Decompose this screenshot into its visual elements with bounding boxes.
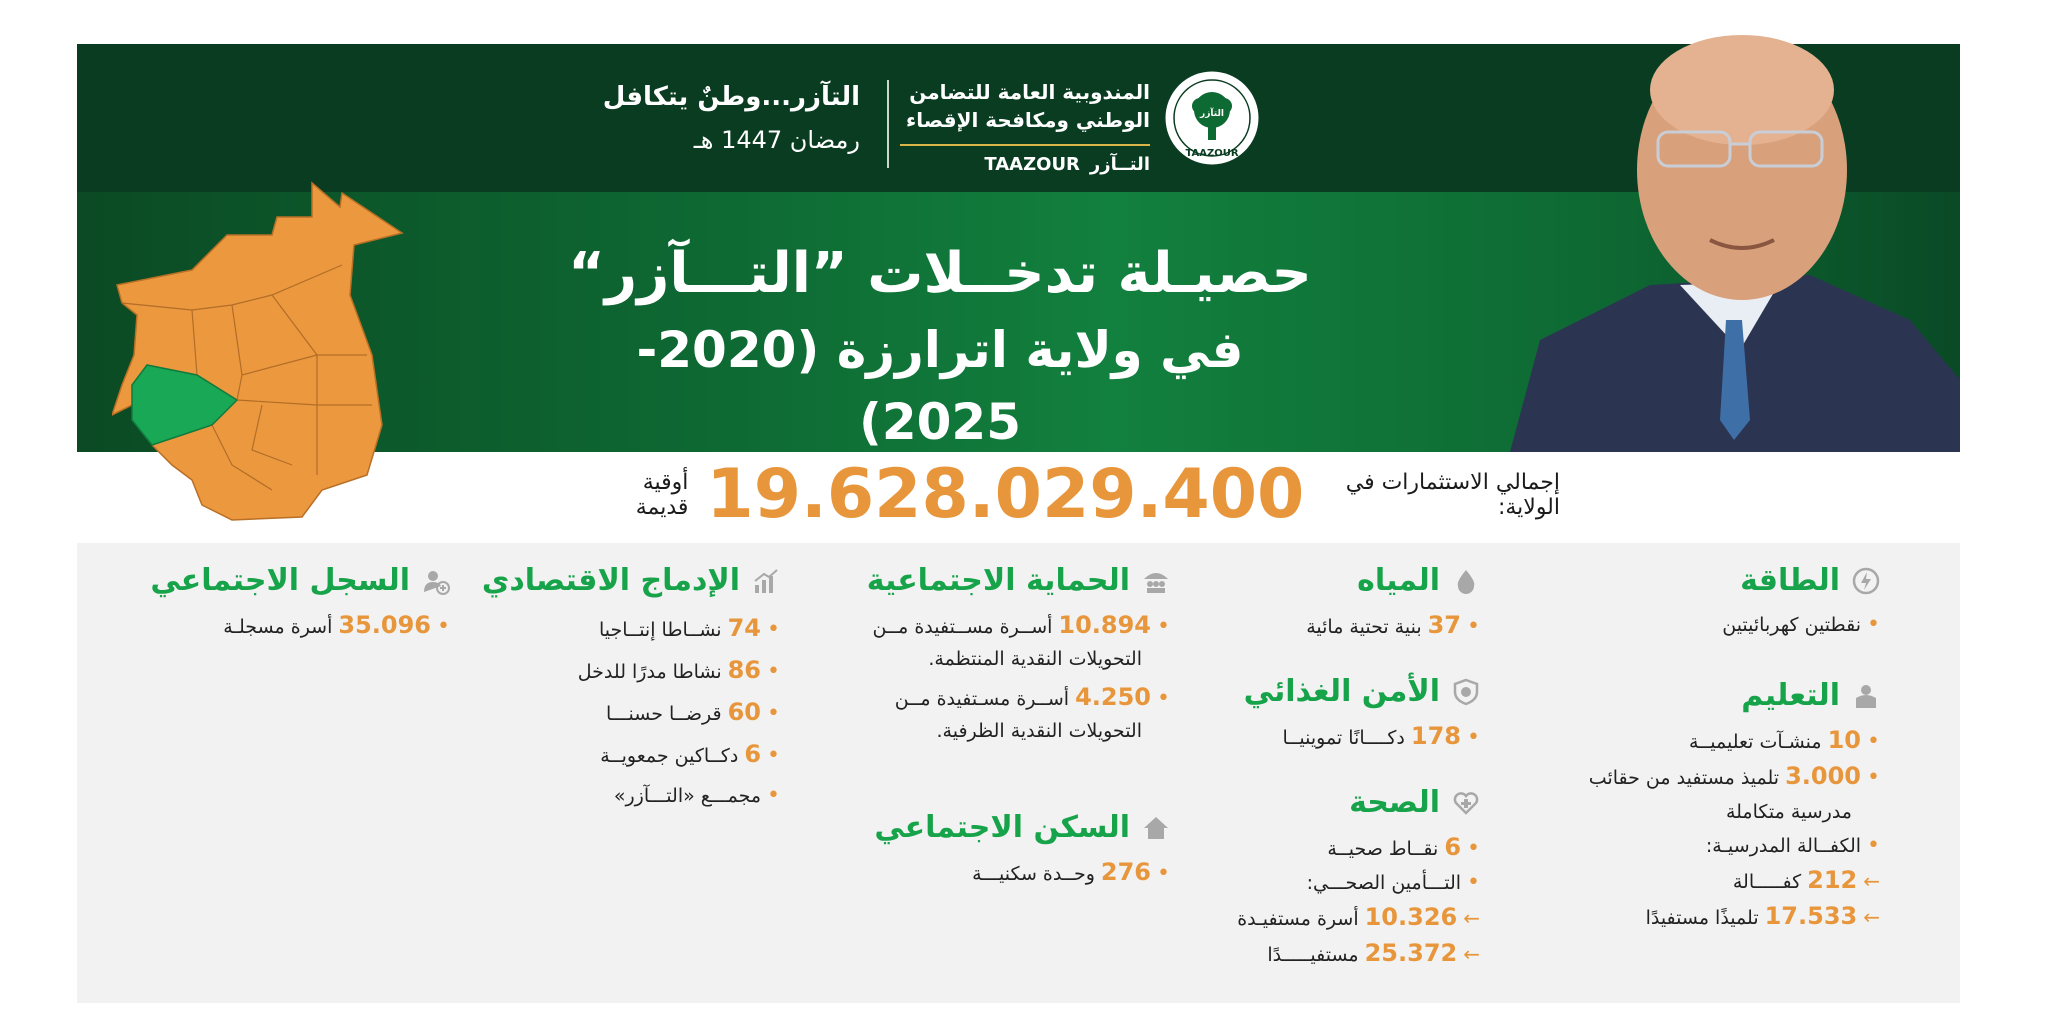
logo-text-ar: التآزر [1200, 109, 1224, 119]
section-energy [1530, 563, 1880, 642]
section-title: الصحة [1349, 785, 1440, 820]
total-currency: أوقية قديمة [635, 470, 689, 520]
org-name-ar: التــآزر [1089, 154, 1150, 175]
list-item: • 60 قرضــا حسنـــا [480, 692, 780, 734]
list-item: • 86 نشاطا مدرًا للدخل [480, 650, 780, 692]
main-title [560, 238, 1320, 458]
item-text: نشــاطا إنتــاجيا [599, 619, 722, 641]
date-text: رمضان 1447 هـ [693, 126, 860, 154]
arrow-icon: ← [1463, 906, 1480, 930]
section-education [1530, 678, 1880, 935]
total-investment [600, 455, 1560, 534]
section-title: السكن الاجتماعي [874, 810, 1130, 845]
item-text: دكــــانًا تموينيــا [1282, 727, 1405, 749]
column-registry [150, 563, 450, 664]
social-protection-icon [1142, 567, 1170, 595]
section-economic-inclusion [480, 563, 780, 816]
section-food-security [1190, 674, 1480, 755]
section-title: الحماية الاجتماعية [866, 563, 1130, 598]
section-social-protection [800, 563, 1170, 746]
section-header [1530, 563, 1880, 598]
item-text: منشـآت تعليميــة [1688, 731, 1822, 753]
total-label: إجمالي الاستثمارات في الولاية: [1345, 470, 1560, 520]
item-number: 276 [1100, 858, 1152, 886]
list-item: • التـــأمين الصحـــي: [1190, 866, 1480, 900]
section-title: الطاقة [1740, 563, 1840, 598]
item-text: مستفيـــــدًا [1267, 944, 1359, 966]
org-name-line2: الوطني ومكافحة الإقصاء [906, 108, 1150, 132]
list-item: • 37 بنية تحتية مائية [1190, 608, 1480, 644]
item-text: التحويلات النقدية المنتظمة. [928, 648, 1142, 670]
energy-icon [1852, 567, 1880, 595]
section-header [480, 563, 780, 598]
slogan-block [560, 80, 860, 162]
food-security-icon [1452, 678, 1480, 706]
item-text: الكفــالة المدرسيـة: [1705, 835, 1862, 857]
section-header [1530, 678, 1880, 713]
section-social-registry [150, 563, 450, 644]
list-item: • الكفــالة المدرسيـة: [1530, 829, 1880, 863]
arrow-icon: ← [1863, 905, 1880, 929]
item-number: 4.250 [1075, 683, 1152, 711]
section-header [800, 563, 1170, 598]
section-title: التعليم [1741, 678, 1840, 713]
header-divider [887, 80, 889, 168]
portrait-photo [1480, 20, 1960, 452]
education-icon [1852, 682, 1880, 710]
item-number: 10.894 [1058, 611, 1152, 639]
section-title: الأمن الغذائي [1243, 674, 1440, 709]
item-number: 25.372 [1364, 939, 1458, 967]
house-icon [1142, 814, 1170, 842]
list-item: • 4.250 أســرة مسـتفيدة مــن [800, 680, 1170, 716]
section-header [1190, 785, 1480, 820]
section-title: المياه [1357, 563, 1440, 598]
item-text: نقــاط صحيــة [1327, 838, 1439, 860]
item-text: تلميذ مستفيد من حقائب [1588, 767, 1780, 789]
column-energy-education [1530, 563, 1880, 955]
list-item [1530, 795, 1880, 829]
section-header [150, 563, 450, 598]
mauritania-map-icon [112, 175, 452, 525]
item-text: أسرة مستفيـدة [1237, 908, 1359, 930]
item-number: 74 [727, 614, 762, 642]
item-number: 10 [1827, 726, 1862, 754]
item-number: 17.533 [1764, 902, 1858, 930]
org-name-en: TAAZOUR [984, 154, 1080, 175]
list-item: • 10.894 أســرة مســتفيدة مــن [800, 608, 1170, 644]
total-value: 19.628.029.400 [706, 455, 1305, 534]
item-text: أسرة مسجلـة [223, 616, 333, 638]
list-item: • نقطتين كهربائيتين [1530, 608, 1880, 642]
section-header [800, 810, 1170, 845]
list-item [1530, 899, 1880, 935]
item-number: 178 [1410, 722, 1462, 750]
section-header [1190, 674, 1480, 709]
item-text: دكــاكين جمعويــة [600, 745, 739, 767]
item-number: 60 [727, 698, 762, 726]
list-item: • 6 دكــاكين جمعويــة [480, 734, 780, 776]
list-item: • 74 نشــاطا إنتــاجيا [480, 608, 780, 650]
item-number: 37 [1427, 611, 1462, 639]
list-item: • مجمـــع «التـــآزر» [480, 776, 780, 816]
list-item [1190, 900, 1480, 936]
list-item: • 6 نقــاط صحيــة [1190, 830, 1480, 866]
item-number: 212 [1807, 866, 1858, 894]
column-social-housing [800, 563, 1170, 911]
item-text: نشاطا مدرًا للدخل [577, 661, 722, 683]
organization-block [900, 78, 1150, 175]
list-item [1530, 863, 1880, 899]
item-text: أســرة مســتفيدة مــن [872, 616, 1053, 638]
item-text: أســرة مسـتفيدة مــن [894, 688, 1070, 710]
list-item [1190, 936, 1480, 972]
section-header [1190, 563, 1480, 598]
section-health [1190, 785, 1480, 972]
item-text: تلميذًا مستفيدًا [1645, 907, 1759, 929]
logo-text-en: TAAZOUR [1185, 148, 1239, 159]
item-number: 6 [744, 740, 762, 768]
list-item: • 178 دكــــانًا تموينيــا [1190, 719, 1480, 755]
list-item: • 35.096 أسرة مسجلـة [150, 608, 450, 644]
item-text: بنية تحتية مائية [1306, 616, 1422, 638]
taazour-logo-icon [1160, 66, 1264, 170]
section-title: الإدماج الاقتصادي [481, 563, 740, 598]
health-icon [1452, 789, 1480, 817]
column-water-food-health [1190, 563, 1480, 992]
water-drop-icon [1452, 567, 1480, 595]
arrow-icon: ← [1463, 942, 1480, 966]
item-text: كفـــــالة [1732, 871, 1802, 893]
list-item: • 3.000 تلميذ مستفيد من حقائب [1530, 759, 1880, 795]
registry-icon [422, 567, 450, 595]
item-text: التـــأمين الصحـــي: [1306, 872, 1462, 894]
item-text: وحــدة سكنيـــة [972, 863, 1095, 885]
arrow-icon: ← [1863, 869, 1880, 893]
item-number: 3.000 [1785, 762, 1862, 790]
list-item: • 10 منشـآت تعليميــة [1530, 723, 1880, 759]
item-text: نقطتين كهربائيتين [1722, 614, 1862, 636]
column-economic [480, 563, 780, 836]
item-text: مجمـــع «التـــآزر» [613, 785, 762, 807]
list-item: • 276 وحــدة سكنيـــة [800, 855, 1170, 891]
title-line1: حصيـلة تدخــلات ”التـــآزر“ [568, 241, 1312, 306]
slogan-text: التآزر...وطنٌ يتكافل [602, 82, 860, 112]
chart-icon [752, 567, 780, 595]
section-housing [800, 810, 1170, 891]
item-number: 6 [1444, 833, 1462, 861]
org-brand-row [900, 144, 1150, 175]
item-text: قرضــا حسنـــا [606, 703, 722, 725]
org-name-line1: المندوبية العامة للتضامن [909, 80, 1150, 104]
item-text: التحويلات النقدية الظرفية. [936, 720, 1142, 742]
item-text: مدرسية متكاملة [1725, 801, 1852, 823]
item-number: 35.096 [338, 611, 432, 639]
item-number: 10.326 [1364, 903, 1458, 931]
item-number: 86 [727, 656, 762, 684]
title-line2: في ولاية اترارزة (2020-2025) [636, 321, 1244, 451]
section-title: السجل الاجتماعي [150, 563, 410, 598]
section-water [1190, 563, 1480, 644]
